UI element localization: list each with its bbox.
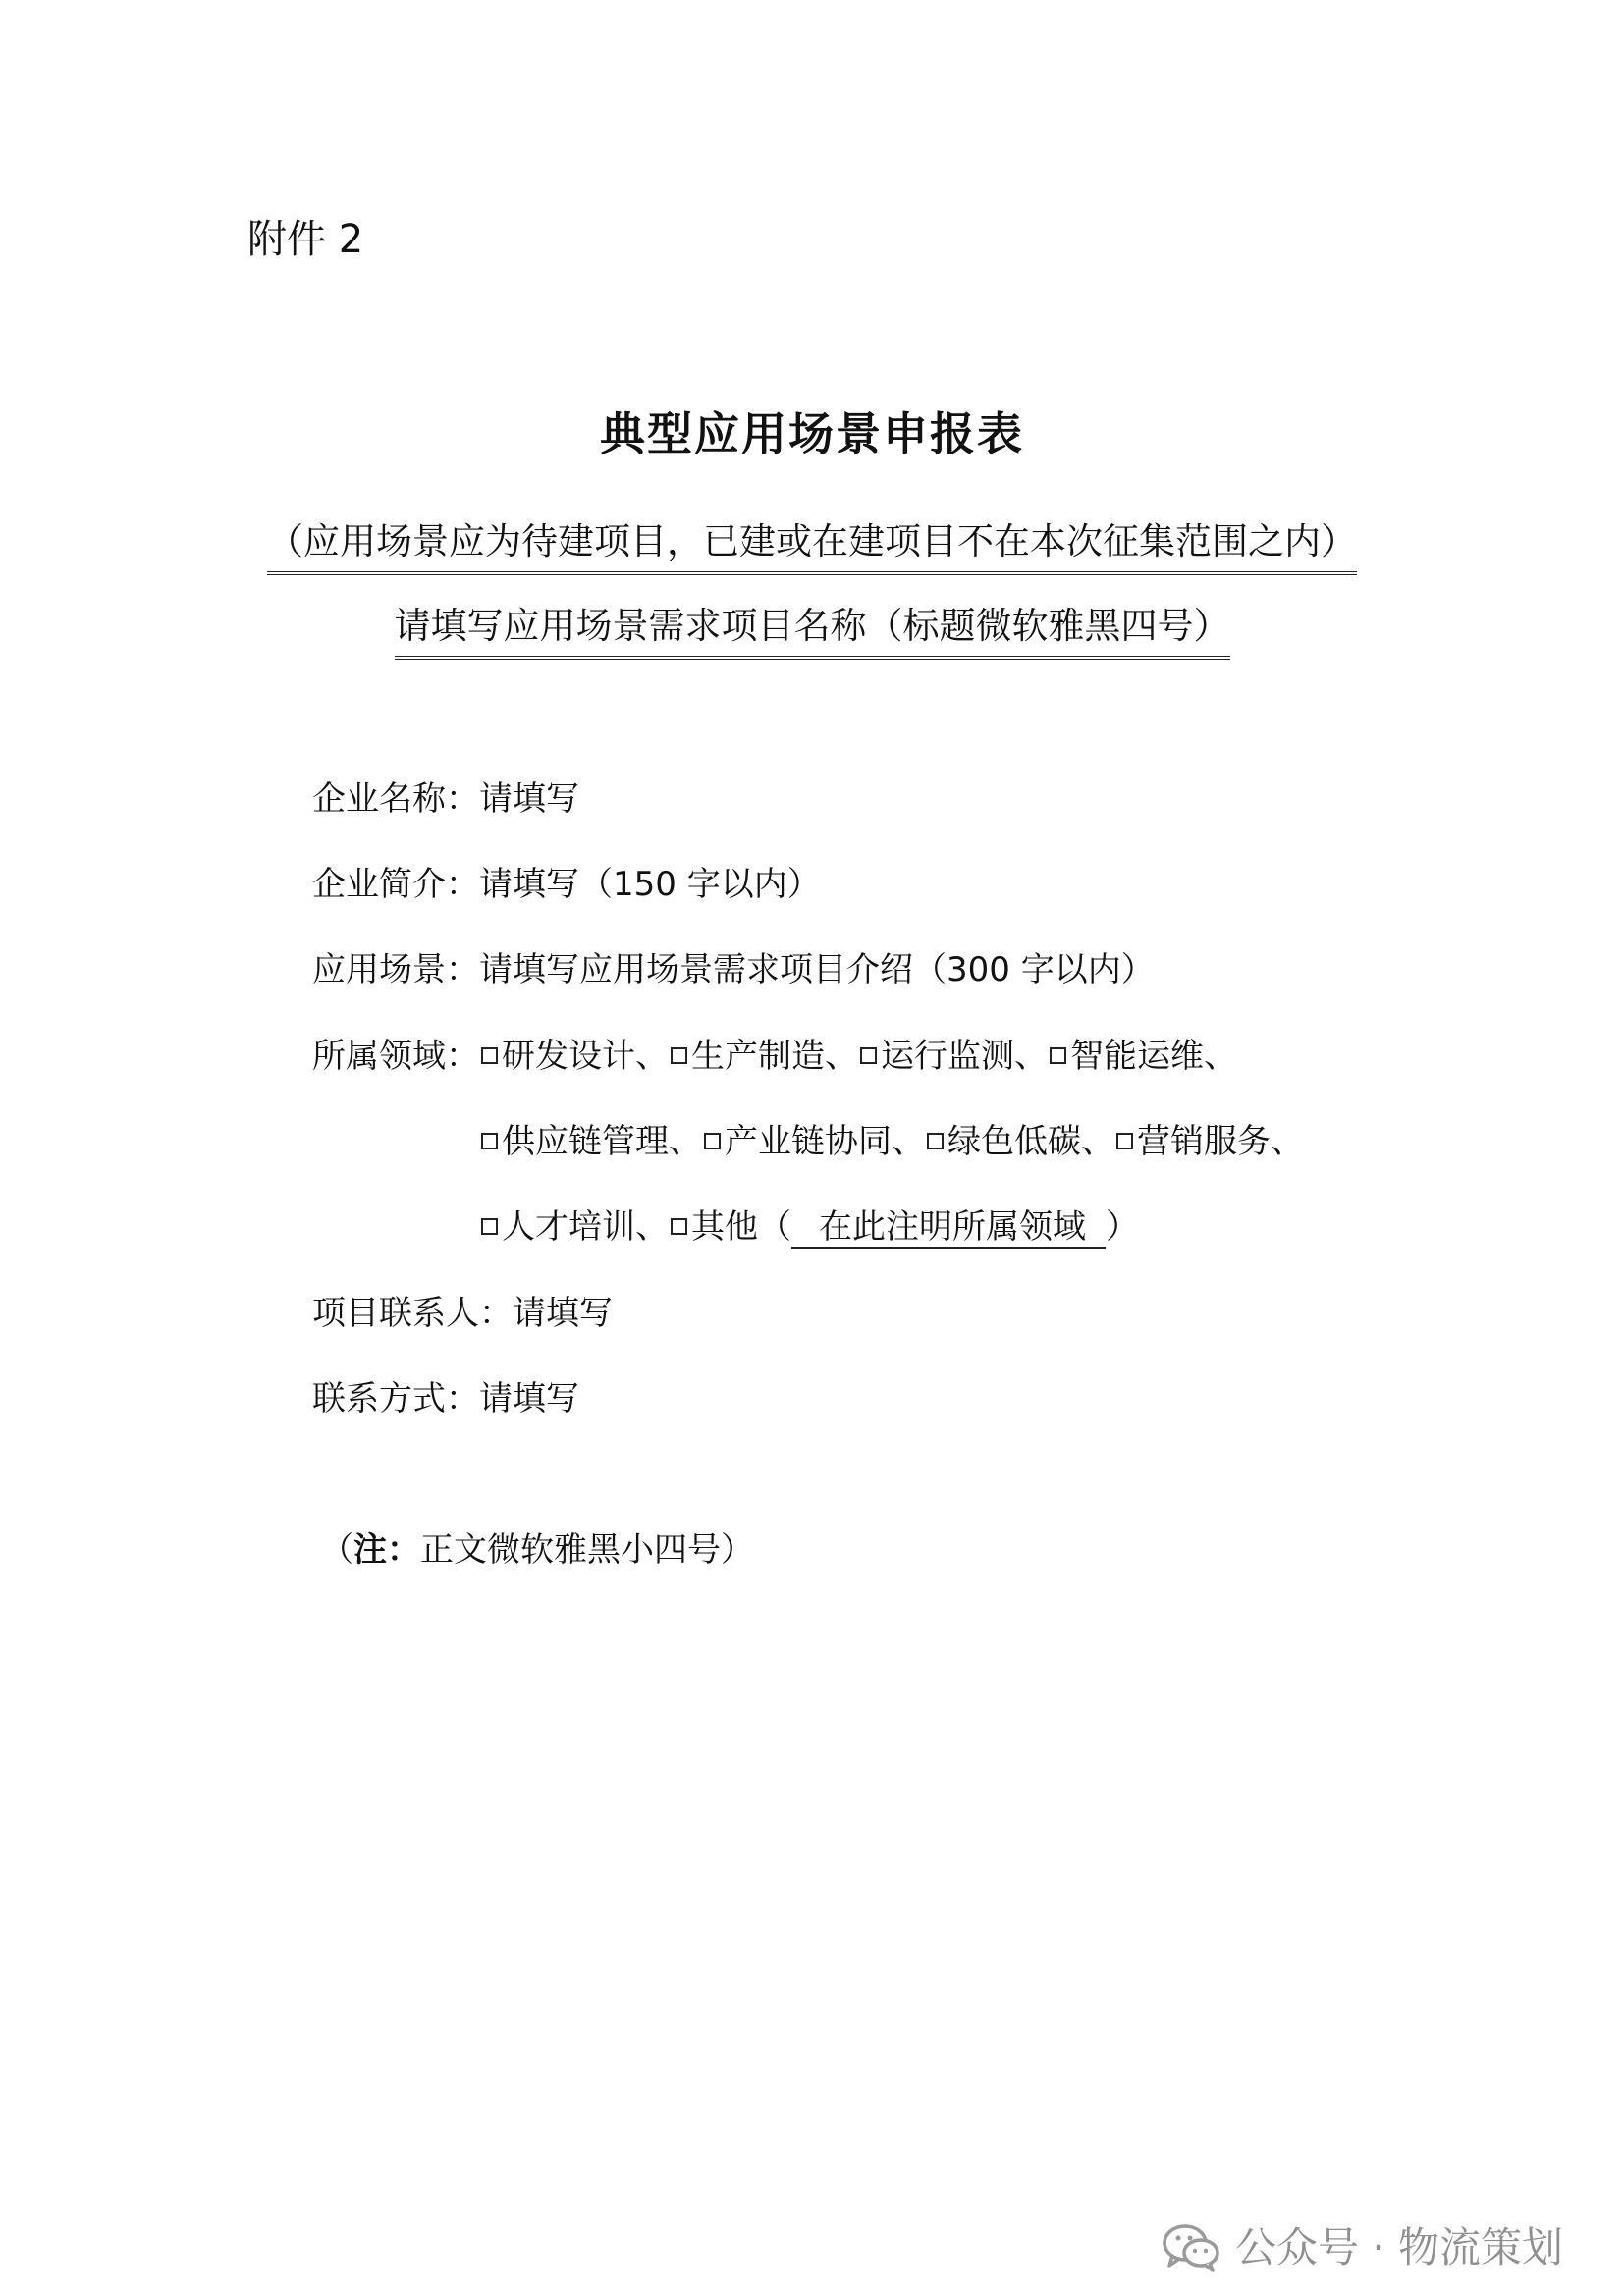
company-name-value: 请填写 <box>479 779 579 819</box>
checkbox-icon[interactable] <box>481 1133 498 1149</box>
domain-option-green-low-carbon[interactable] <box>925 1122 1114 1161</box>
checkbox-icon[interactable] <box>860 1047 877 1064</box>
company-intro-label: 企业简介： <box>312 865 479 904</box>
scope-note-text: （应用场景应为待建项目，已建或在建项目不在本次征集范围之内） <box>267 516 1357 575</box>
wechat-icon <box>1163 2223 1221 2272</box>
project-name-prompt-text: 请填写应用场景需求项目名称（标题微软雅黑四号） <box>395 601 1230 660</box>
domain-row <box>479 1203 1139 1251</box>
domain-option-label: 供应链管理、 <box>502 1122 702 1161</box>
company-name-row <box>312 775 579 823</box>
domain-option-label: 营销服务、 <box>1137 1122 1304 1161</box>
footnote-text: 正文微软雅黑小四号） <box>420 1530 754 1570</box>
domain-option-other[interactable] <box>669 1207 791 1247</box>
scenario-row <box>312 946 1155 993</box>
scenario-value: 请填写应用场景需求项目介绍（300 字以内） <box>479 950 1155 989</box>
scenario-label: 应用场景： <box>312 950 479 989</box>
contact-method-label: 联系方式： <box>312 1379 479 1418</box>
contact-method-value: 请填写 <box>479 1379 579 1418</box>
checkbox-icon[interactable] <box>481 1047 498 1064</box>
other-domain-input[interactable]: 在此注明所属领域 <box>791 1207 1106 1249</box>
domain-option-label: 其他（ <box>691 1207 791 1247</box>
domain-option-monitoring[interactable] <box>858 1037 1048 1076</box>
footnote-open: （ <box>320 1530 353 1570</box>
project-contact-row <box>312 1290 613 1337</box>
domain-option-label: 生产制造、 <box>691 1037 858 1076</box>
domain-option-industry-chain[interactable] <box>702 1122 925 1161</box>
checkbox-icon[interactable] <box>671 1218 687 1235</box>
scope-note <box>0 516 1624 575</box>
footnote-bold: 注： <box>353 1530 420 1570</box>
domain-option-manufacturing[interactable] <box>669 1037 858 1076</box>
domain-option-rd-design[interactable] <box>479 1037 669 1076</box>
project-name-prompt <box>0 601 1624 660</box>
company-intro-row <box>312 861 821 908</box>
domain-option-supply-chain[interactable] <box>479 1122 702 1161</box>
contact-method-row <box>312 1375 579 1422</box>
attachment-label: 附件 2 <box>247 217 364 262</box>
form-title: 典型应用场景申报表 <box>600 407 1024 460</box>
domain-option-label: 运行监测、 <box>881 1037 1048 1076</box>
domain-option-label: 绿色低碳、 <box>947 1122 1114 1161</box>
domain-row <box>312 1033 1237 1080</box>
domain-option-label: 智能运维、 <box>1070 1037 1237 1076</box>
checkbox-icon[interactable] <box>481 1218 498 1235</box>
checkbox-icon[interactable] <box>671 1047 687 1064</box>
domain-option-label: 人才培训、 <box>502 1207 669 1247</box>
checkbox-icon[interactable] <box>1050 1047 1066 1064</box>
footnote <box>320 1526 754 1574</box>
watermark-text: 公众号 · 物流策划 <box>1235 2223 1564 2271</box>
project-contact-label: 项目联系人： <box>312 1294 513 1333</box>
domain-row <box>479 1118 1304 1165</box>
company-name-label: 企业名称： <box>312 779 479 819</box>
checkbox-icon[interactable] <box>704 1133 721 1149</box>
checkbox-icon[interactable] <box>1116 1133 1133 1149</box>
domain-option-label: 研发设计、 <box>502 1037 669 1076</box>
domain-option-marketing[interactable] <box>1114 1122 1304 1161</box>
watermark <box>1163 2220 1563 2275</box>
project-contact-value: 请填写 <box>513 1294 613 1333</box>
company-intro-value: 请填写（150 字以内） <box>479 865 821 904</box>
domain-label: 所属领域： <box>312 1037 479 1076</box>
other-domain-close: ） <box>1106 1207 1139 1247</box>
checkbox-icon[interactable] <box>927 1133 944 1149</box>
domain-option-talent-training[interactable] <box>479 1207 669 1247</box>
domain-option-smart-maintenance[interactable] <box>1048 1037 1237 1076</box>
domain-option-label: 产业链协同、 <box>725 1122 925 1161</box>
